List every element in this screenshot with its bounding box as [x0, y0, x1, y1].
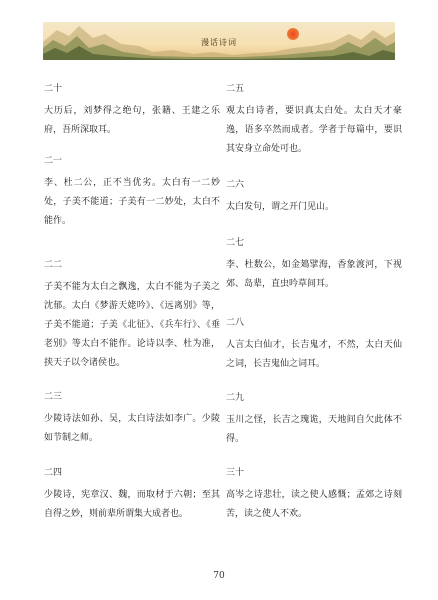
section-28 [226, 318, 402, 374]
section-text: 少陵诗法如孙、吴，太白诗法如李广。少陵如节制之师。 [44, 414, 220, 443]
section-29 [226, 393, 402, 449]
section-number: 二九 [226, 393, 245, 403]
section-text: 人言太白仙才，长吉鬼才，不然，太白天仙之词，长吉鬼仙之词耳。 [226, 340, 402, 369]
section-27 [226, 238, 402, 294]
section-21 [44, 156, 220, 231]
section-number: 二三 [44, 392, 63, 402]
section-text: 李、杜二公，正不当优劣。太白有一二妙处，子美不能道；子美有一二妙处，太白不能作。 [44, 178, 220, 226]
section-text: 子美不能为太白之飘逸，太白不能为子美之沈郁。太白《梦游天姥吟》、《远离别》等，子美不能道；子美《北征》、《兵车行》、《垂老别》等太白不能作。论诗以李、杜为准，挟天子以令诸侯也。 [44, 282, 220, 368]
section-text: 高岑之诗悲壮，读之使人感慨；孟郊之诗刻苦，读之使人不欢。 [226, 490, 402, 519]
section-30 [226, 468, 402, 524]
section-25 [226, 84, 402, 159]
section-number: 三十 [226, 468, 245, 478]
header-title: 漫话诗词 [201, 38, 237, 47]
section-text: 大历后，刘梦得之绝句，张籍、王建之乐府，吾所深取耳。 [44, 106, 220, 135]
section-23 [44, 392, 220, 448]
section-26 [226, 180, 402, 217]
section-text: 太白发句，谓之开门见山。 [226, 202, 335, 212]
section-text: 少陵诗，宪章汉、魏，而取材于六朝；至其自得之妙，则前辈所谓集大成者也。 [44, 490, 220, 519]
section-24 [44, 468, 220, 524]
page-number: 70 [213, 571, 225, 581]
section-20 [44, 84, 220, 140]
header-banner [43, 22, 395, 60]
section-number: 二七 [226, 238, 245, 248]
section-number: 二十 [44, 84, 63, 94]
section-number: 二一 [44, 156, 63, 166]
section-text: 玉川之怪，长吉之瑰诡，天地间自欠此体不得。 [226, 415, 402, 444]
section-text: 观太白诗者，要识真太白处。太白天才豪逸，语多卒然而成者。学者于每篇中，要识其安身立命处可也。 [226, 106, 402, 154]
section-number: 二六 [226, 180, 245, 190]
section-number: 二二 [44, 260, 63, 270]
section-number: 二五 [226, 84, 245, 94]
section-text: 李、杜数公，如金鳷擘海，香象渡河，下视郊、岛辈，直虫吟草间耳。 [226, 260, 402, 289]
section-number: 二八 [226, 318, 245, 328]
section-22 [44, 260, 220, 373]
section-number: 二四 [44, 468, 63, 478]
